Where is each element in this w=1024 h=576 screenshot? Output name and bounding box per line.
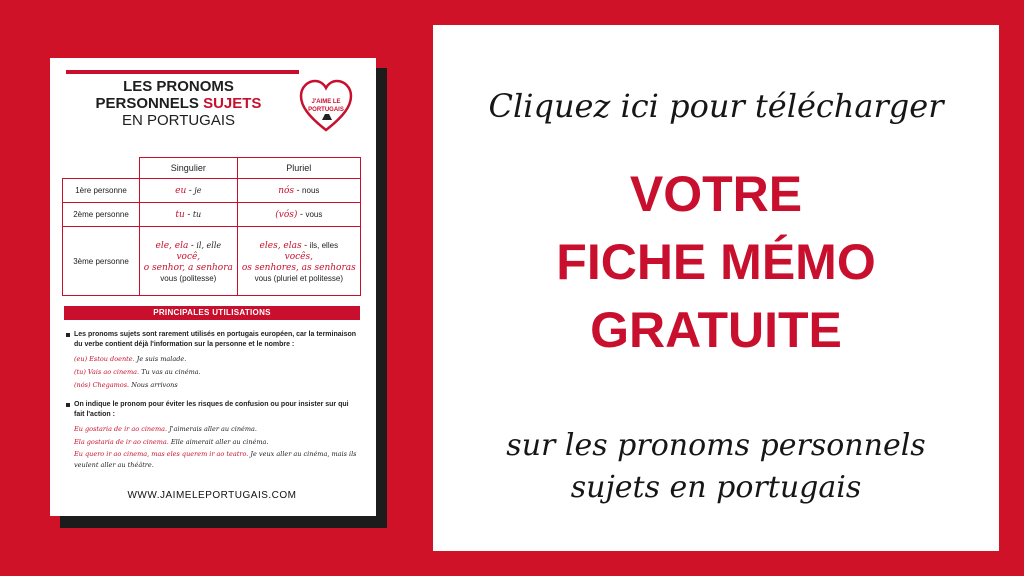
pt-pronoun: nós [278,186,295,196]
subtitle-line2: sujets en portugais [570,470,862,505]
download-card[interactable] [433,25,999,551]
row-label: 1ère personne [63,179,140,203]
header-pluriel: Pluriel [237,158,360,179]
row-label: 3ème personne [63,227,140,296]
pt-pronoun: o senhor, a senhora [143,262,233,273]
title-line3: EN PORTUGAIS [121,112,236,129]
example-line: Eu quero ir ao cinema, mas eles querem ir ao teatro. Je veux aller au cinéma, mais ils veulent aller au théâtre. [74,450,357,469]
table-row: 1ère personne eu - je nós - nous [63,179,361,203]
headline-line1: VOTRE [629,166,803,222]
headline [433,160,999,364]
subtitle-line1: sur les pronoms personnels [506,428,926,463]
title-line2b: SUJETS [203,95,262,112]
example-line: Eu gostaria de ir ao cinema. J'aimerais aller au cinéma. [74,425,257,433]
example-line: Ela gostaria de ir ao cinema. Elle aimerait aller au cinéma. [74,438,269,446]
pronoun-table [62,157,361,296]
sheet-title [66,78,291,129]
title-line2a: PERSONNELS [95,95,199,112]
bullet-text: On indique le pronom pour éviter les risques de confusion ou pour insister sur qui fait l'action : [64,400,360,420]
title-rule [66,70,299,74]
memo-sheet-preview[interactable] [50,58,376,516]
section-title: PRINCIPALES UTILISATIONS [64,306,360,320]
title-line1: LES PRONOMS [123,78,234,95]
logo-text: J'AIME LE PORTUGAIS [308,99,344,113]
pt-pronoun: os senhores, as senhoras [241,262,356,273]
fr-pronoun: tu [192,210,202,219]
bullet-text: Les pronoms sujets sont rarement utilisés en portugais européen, car la terminaison du verbe contient déjà l'information sur la personne et le nombre : [64,330,360,350]
fr-pronoun: vous (politesse) [160,273,217,283]
cta-line[interactable]: Cliquez ici pour télécharger [488,87,944,125]
pt-pronoun: vocês, [284,251,313,262]
headline-line3: GRATUITE [590,302,842,358]
fr-pronoun: nous [302,186,320,195]
example-line: (tu) Vais ao cinema. Tu vas au cinéma. [74,368,201,376]
subtitle [433,425,999,509]
pt-pronoun: tu [175,210,185,220]
fr-pronoun: il, elle [196,240,222,250]
table-row: 3ème personne ele, ela - il, elle você, o senhor, a senhora vous (politesse) eles, elas - ils, elles vocês, os senhores, as senhoras vous (pluriel et politesse) [63,227,361,296]
example-line: (nós) Chegamos. Nous arrivons [74,381,178,389]
row-label: 2ème personne [63,203,140,227]
fr-pronoun: ils, elles [309,240,339,250]
example-line: (eu) Estou doente. Je suis malade. [74,355,187,363]
header-singulier: Singulier [140,158,238,179]
table-row: 2ème personne tu - tu (vós) - vous [63,203,361,227]
pt-pronoun: (vós) [275,210,298,220]
usage-list [64,330,360,471]
pt-pronoun: ele, ela [155,240,189,251]
pt-pronoun: eu [175,186,187,196]
pt-pronoun: eles, elas [259,240,302,251]
fr-pronoun: je [194,186,202,195]
fr-pronoun: vous (pluriel et politesse) [254,273,344,283]
headline-line2: FICHE MÉMO [556,234,876,290]
pt-pronoun: você, [176,251,201,262]
website-url[interactable]: WWW.JAIMELEPORTUGAIS.COM [127,490,297,501]
fr-pronoun: vous [305,210,323,219]
